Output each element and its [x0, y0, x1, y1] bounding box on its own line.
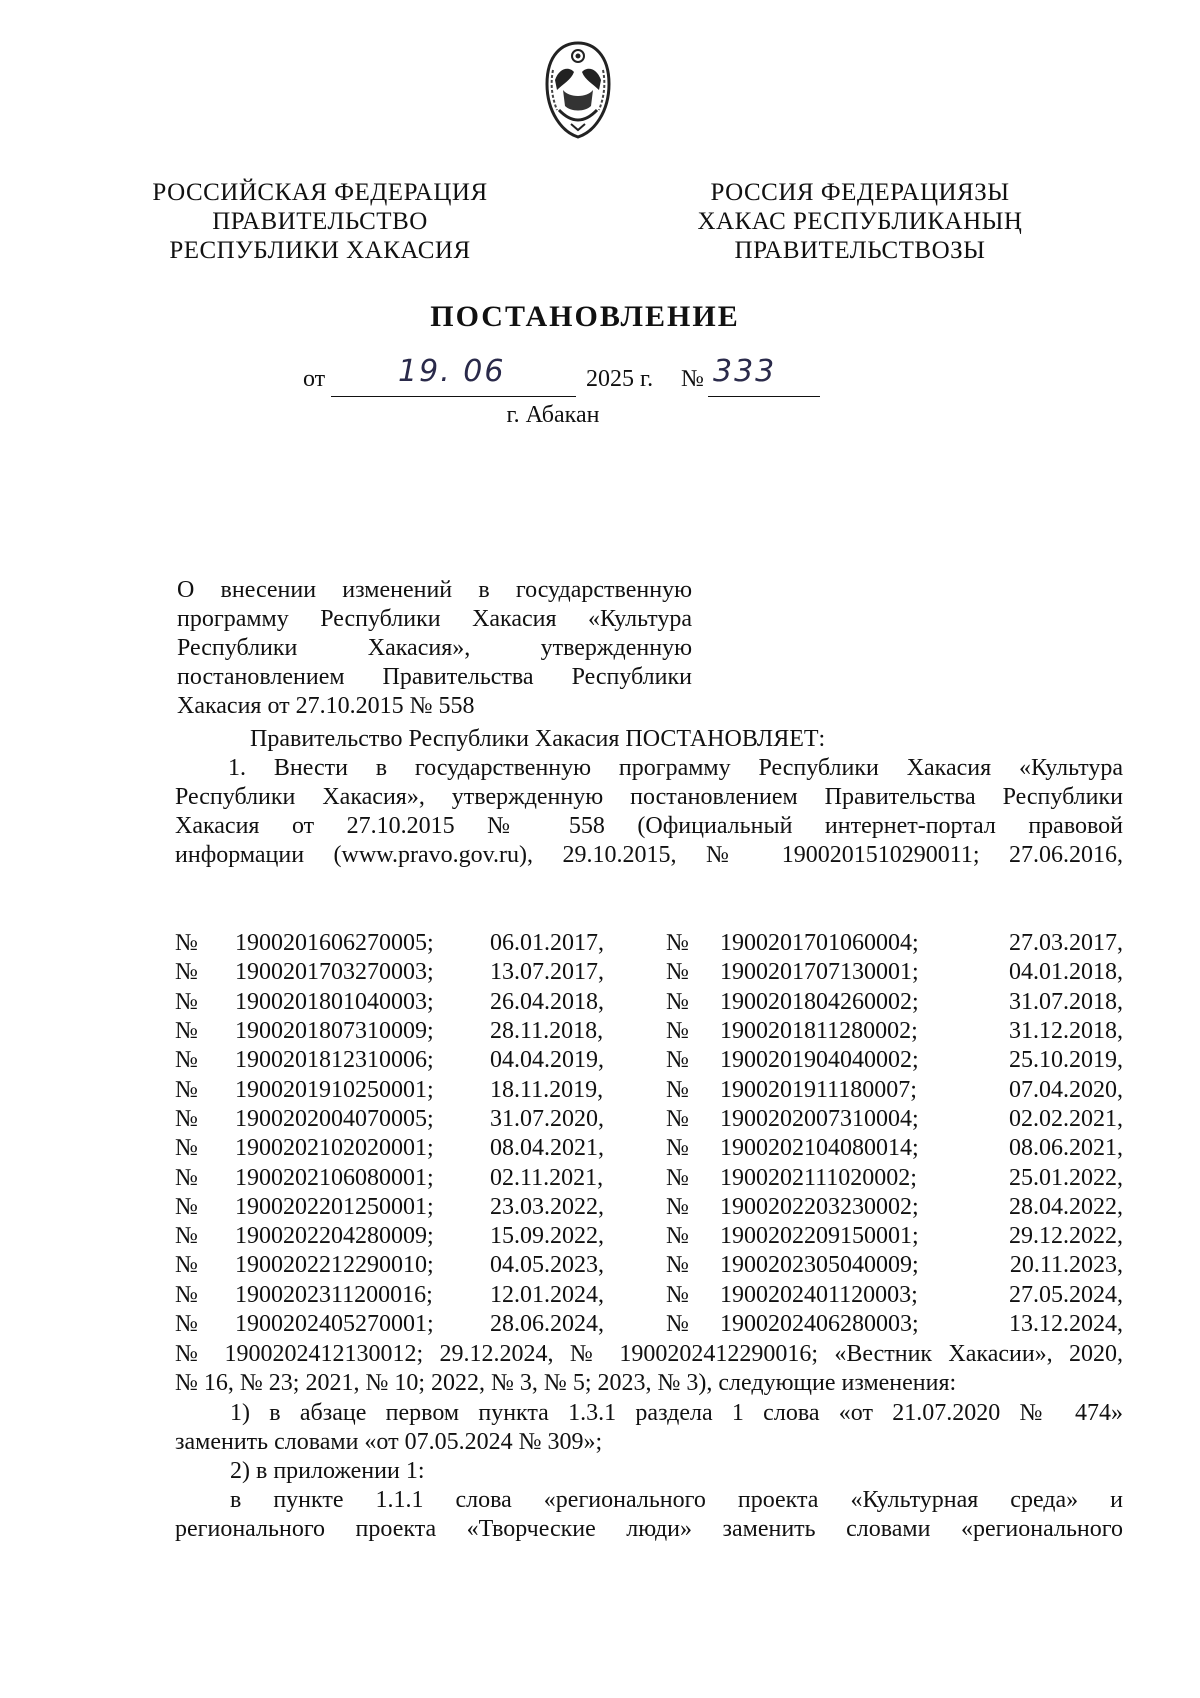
reference-cell: 06.01.2017,: [490, 930, 604, 957]
header-right-kjh: [680, 178, 1040, 265]
reference-cell: 1900202104080014;: [720, 1135, 919, 1162]
reference-cell: 25.10.2019,: [1009, 1047, 1123, 1074]
reference-cell: №: [175, 1105, 198, 1132]
reference-cell: №: [666, 930, 689, 957]
header-left-line: РОССИЙСКАЯ ФЕДЕРАЦИЯ: [152, 179, 488, 206]
subitem-1-line: 1) в абзаце первом пункта 1.3.1 раздела 1 слова «от 21.07.2020 № 474»: [230, 1400, 1123, 1426]
subject-line: постановлением Правительства Республики: [177, 664, 692, 690]
reference-cell: 31.12.2018,: [1009, 1018, 1123, 1045]
reference-row: [175, 1222, 1123, 1251]
reference-cell: №: [175, 959, 198, 986]
reference-cell: №: [666, 1047, 689, 1074]
reference-row: [175, 1046, 1123, 1075]
preamble-text: Правительство Республики Хакасия ПОСТАНОВЛЯЕТ:: [250, 726, 826, 752]
reference-cell: №: [175, 1164, 198, 1191]
header-left-line: РЕСПУБЛИКИ ХАКАСИЯ: [169, 237, 471, 264]
reference-cell: 1900201910250001;: [235, 1076, 434, 1103]
reference-cell: №: [175, 1135, 198, 1162]
reference-row: [175, 929, 1123, 958]
reference-cell: 1900202004070005;: [235, 1105, 434, 1132]
reference-cell: 27.05.2024,: [1009, 1281, 1123, 1308]
reference-cell: 29.12.2022,: [1009, 1223, 1123, 1250]
date-underline: [331, 396, 576, 397]
reference-cell: 13.12.2024,: [1009, 1311, 1123, 1337]
subject-line: Хакасия от 27.10.2015 № 558: [177, 693, 475, 719]
reference-cell: №: [175, 1223, 198, 1250]
reference-cell: №: [666, 1164, 689, 1191]
number-underline: [708, 396, 820, 397]
reference-cell: 1900202212290010;: [235, 1252, 434, 1279]
item-1-line: Республики Хакасия», утвержденную постановлением Правительства Республики: [175, 784, 1123, 810]
reference-cell: №: [666, 988, 689, 1015]
reference-cell: 1900201703270003;: [235, 959, 434, 986]
reference-cell: 25.01.2022,: [1009, 1164, 1123, 1191]
reference-cell: №: [175, 1076, 198, 1103]
handwritten-number: 333: [713, 354, 777, 389]
reference-cell: 31.07.2020,: [490, 1105, 604, 1132]
subitem-2-heading: 2) в приложении 1:: [230, 1458, 425, 1484]
date-from-label: от: [303, 366, 326, 392]
reference-cell: 1900202401120003;: [720, 1281, 918, 1308]
reference-row: [175, 1163, 1123, 1192]
reference-cell: 1900201811280002;: [720, 1018, 918, 1045]
reference-cell: 07.04.2020,: [1009, 1076, 1123, 1103]
reference-cell: 04.01.2018,: [1009, 959, 1123, 986]
header-left-line: ПРАВИТЕЛЬСТВО: [212, 208, 428, 235]
reference-cell: 02.02.2021,: [1009, 1105, 1123, 1132]
reference-cell: 1900202007310004;: [720, 1105, 919, 1132]
subitem-1: [175, 1399, 1123, 1457]
coat-of-arms-emblem: [541, 40, 615, 140]
subject-line: программу Республики Хакасия «Культура: [177, 606, 692, 632]
reference-cell: №: [175, 1281, 198, 1308]
reference-cell: 18.11.2019,: [490, 1076, 604, 1103]
reference-row: [175, 1105, 1123, 1134]
reference-row: [175, 988, 1123, 1017]
document-subject: [177, 576, 692, 721]
reference-cell: №: [175, 1193, 198, 1220]
reference-cell: 31.07.2018,: [1009, 988, 1123, 1015]
reference-cell: 27.03.2017,: [1009, 930, 1123, 957]
reference-cell: 1900201911180007;: [720, 1076, 917, 1103]
subitem-2-line: в пункте 1.1.1 слова «регионального проекта «Культурная среда» и: [230, 1487, 1123, 1513]
item-1-paragraph: [175, 754, 1123, 870]
reference-cell: №: [666, 1076, 689, 1103]
reference-row: [175, 958, 1123, 987]
reference-row: [175, 1075, 1123, 1104]
reference-cell: 1900202201250001;: [235, 1193, 434, 1220]
subitem-2: [175, 1457, 1123, 1544]
reference-cell: 1900202209150001;: [720, 1223, 919, 1250]
reference-cell: 26.04.2018,: [490, 988, 604, 1015]
date-number-line: [303, 354, 903, 406]
subitem-2-line: регионального проекта «Творческие люди» заменить словами «регионального: [175, 1516, 1123, 1542]
reference-cell: 1900201707130001;: [720, 959, 919, 986]
header-right-line: РОССИЯ ФЕДЕРАЦИЯЗЫ: [710, 179, 1010, 206]
subject-line: Республики Хакасия», утвержденную: [177, 635, 692, 661]
handwritten-date: 19. 06: [398, 354, 506, 389]
reference-cell: 04.05.2023,: [490, 1252, 604, 1279]
reference-cell: №: [175, 1047, 198, 1074]
reference-cell: 13.07.2017,: [490, 959, 604, 986]
reference-cell: 04.04.2019,: [490, 1047, 604, 1074]
reference-cell: №: [175, 1018, 198, 1045]
reference-cell: 1900202102020001;: [235, 1135, 434, 1162]
reference-cell: 1900201801040003;: [235, 988, 434, 1015]
reference-cell: №: [666, 1252, 689, 1279]
reference-cell: 1900201904040002;: [720, 1047, 919, 1074]
reference-cell: 28.06.2024,: [490, 1311, 604, 1337]
reference-cell: 1900201701060004;: [720, 930, 919, 957]
reference-row: [175, 1134, 1123, 1163]
document-type-title: ПОСТАНОВЛЕНИЕ: [430, 300, 740, 333]
number-sign: №: [681, 366, 704, 392]
reference-cell: 12.01.2024,: [490, 1281, 604, 1308]
reference-cell: 1900202106080001;: [235, 1164, 434, 1191]
reference-cell: 1900202305040009;: [720, 1252, 919, 1279]
subject-line: О внесении изменений в государственную: [177, 577, 692, 603]
reference-cell: 23.03.2022,: [490, 1193, 604, 1220]
reference-cell: №: [666, 1018, 689, 1045]
city-label: г. Абакан: [506, 402, 600, 428]
reference-cell: №: [666, 1105, 689, 1132]
reference-row: [175, 1017, 1123, 1046]
tail-line: № 16, № 23; 2021, № 10; 2022, № 3, № 5; 2023, № 3), следующие изменения:: [175, 1370, 957, 1396]
reference-cell: №: [666, 1223, 689, 1250]
reference-cell: 1900202405270001;: [235, 1311, 434, 1337]
item-1-line: 1. Внести в государственную программу Республики Хакасия «Культура: [228, 755, 1123, 781]
publication-references-table: [175, 929, 1123, 1339]
reference-cell: 28.11.2018,: [490, 1018, 604, 1045]
item-1-line: информации (www.pravo.gov.ru), 29.10.2015, № 1900201510290011; 27.06.2016,: [175, 842, 1123, 868]
reference-cell: 1900201606270005;: [235, 930, 434, 957]
reference-cell: 20.11.2023,: [1009, 1252, 1123, 1279]
reference-cell: №: [175, 988, 198, 1015]
tail-line: № 1900202412130012; 29.12.2024, № 1900202412290016; «Вестник Хакасии», 2020,: [175, 1341, 1123, 1367]
reference-cell: 08.06.2021,: [1009, 1135, 1123, 1162]
reference-cell: №: [175, 930, 198, 957]
item-1-tail: [175, 1340, 1123, 1398]
reference-cell: 1900202311200016;: [235, 1281, 433, 1308]
reference-cell: 1900202204280009;: [235, 1223, 434, 1250]
reference-cell: 15.09.2022,: [490, 1223, 604, 1250]
reference-cell: №: [666, 1135, 689, 1162]
reference-row: [175, 1193, 1123, 1222]
header-right-line: ПРАВИТЕЛЬСТВОЗЫ: [734, 237, 986, 264]
reference-cell: 1900202203230002;: [720, 1193, 919, 1220]
header-left-ru: [150, 178, 490, 265]
reference-cell: 1900201812310006;: [235, 1047, 434, 1074]
reference-cell: 02.11.2021,: [490, 1164, 604, 1191]
reference-row: [175, 1251, 1123, 1280]
reference-cell: №: [175, 1311, 198, 1337]
reference-row: [175, 1310, 1123, 1339]
reference-cell: №: [666, 959, 689, 986]
reference-cell: 1900201804260002;: [720, 988, 919, 1015]
item-1-line: Хакасия от 27.10.2015 № 558 (Официальный интернет-портал правовой: [175, 813, 1123, 839]
reference-cell: 28.04.2022,: [1009, 1193, 1123, 1220]
reference-cell: №: [666, 1281, 689, 1308]
reference-cell: №: [666, 1193, 689, 1220]
reference-cell: 1900201807310009;: [235, 1018, 434, 1045]
reference-cell: 1900202111020002;: [720, 1164, 917, 1191]
preamble: [175, 725, 1123, 754]
reference-cell: 08.04.2021,: [490, 1135, 604, 1162]
subitem-1-line: заменить словами «от 07.05.2024 № 309»;: [175, 1429, 603, 1455]
reference-row: [175, 1281, 1123, 1310]
reference-cell: №: [175, 1252, 198, 1279]
reference-cell: 1900202406280003;: [720, 1311, 919, 1337]
year-label: 2025 г.: [586, 366, 654, 392]
header-right-line: ХАКАС РЕСПУБЛИКАНЫҢ: [697, 208, 1023, 235]
reference-cell: №: [666, 1311, 689, 1337]
